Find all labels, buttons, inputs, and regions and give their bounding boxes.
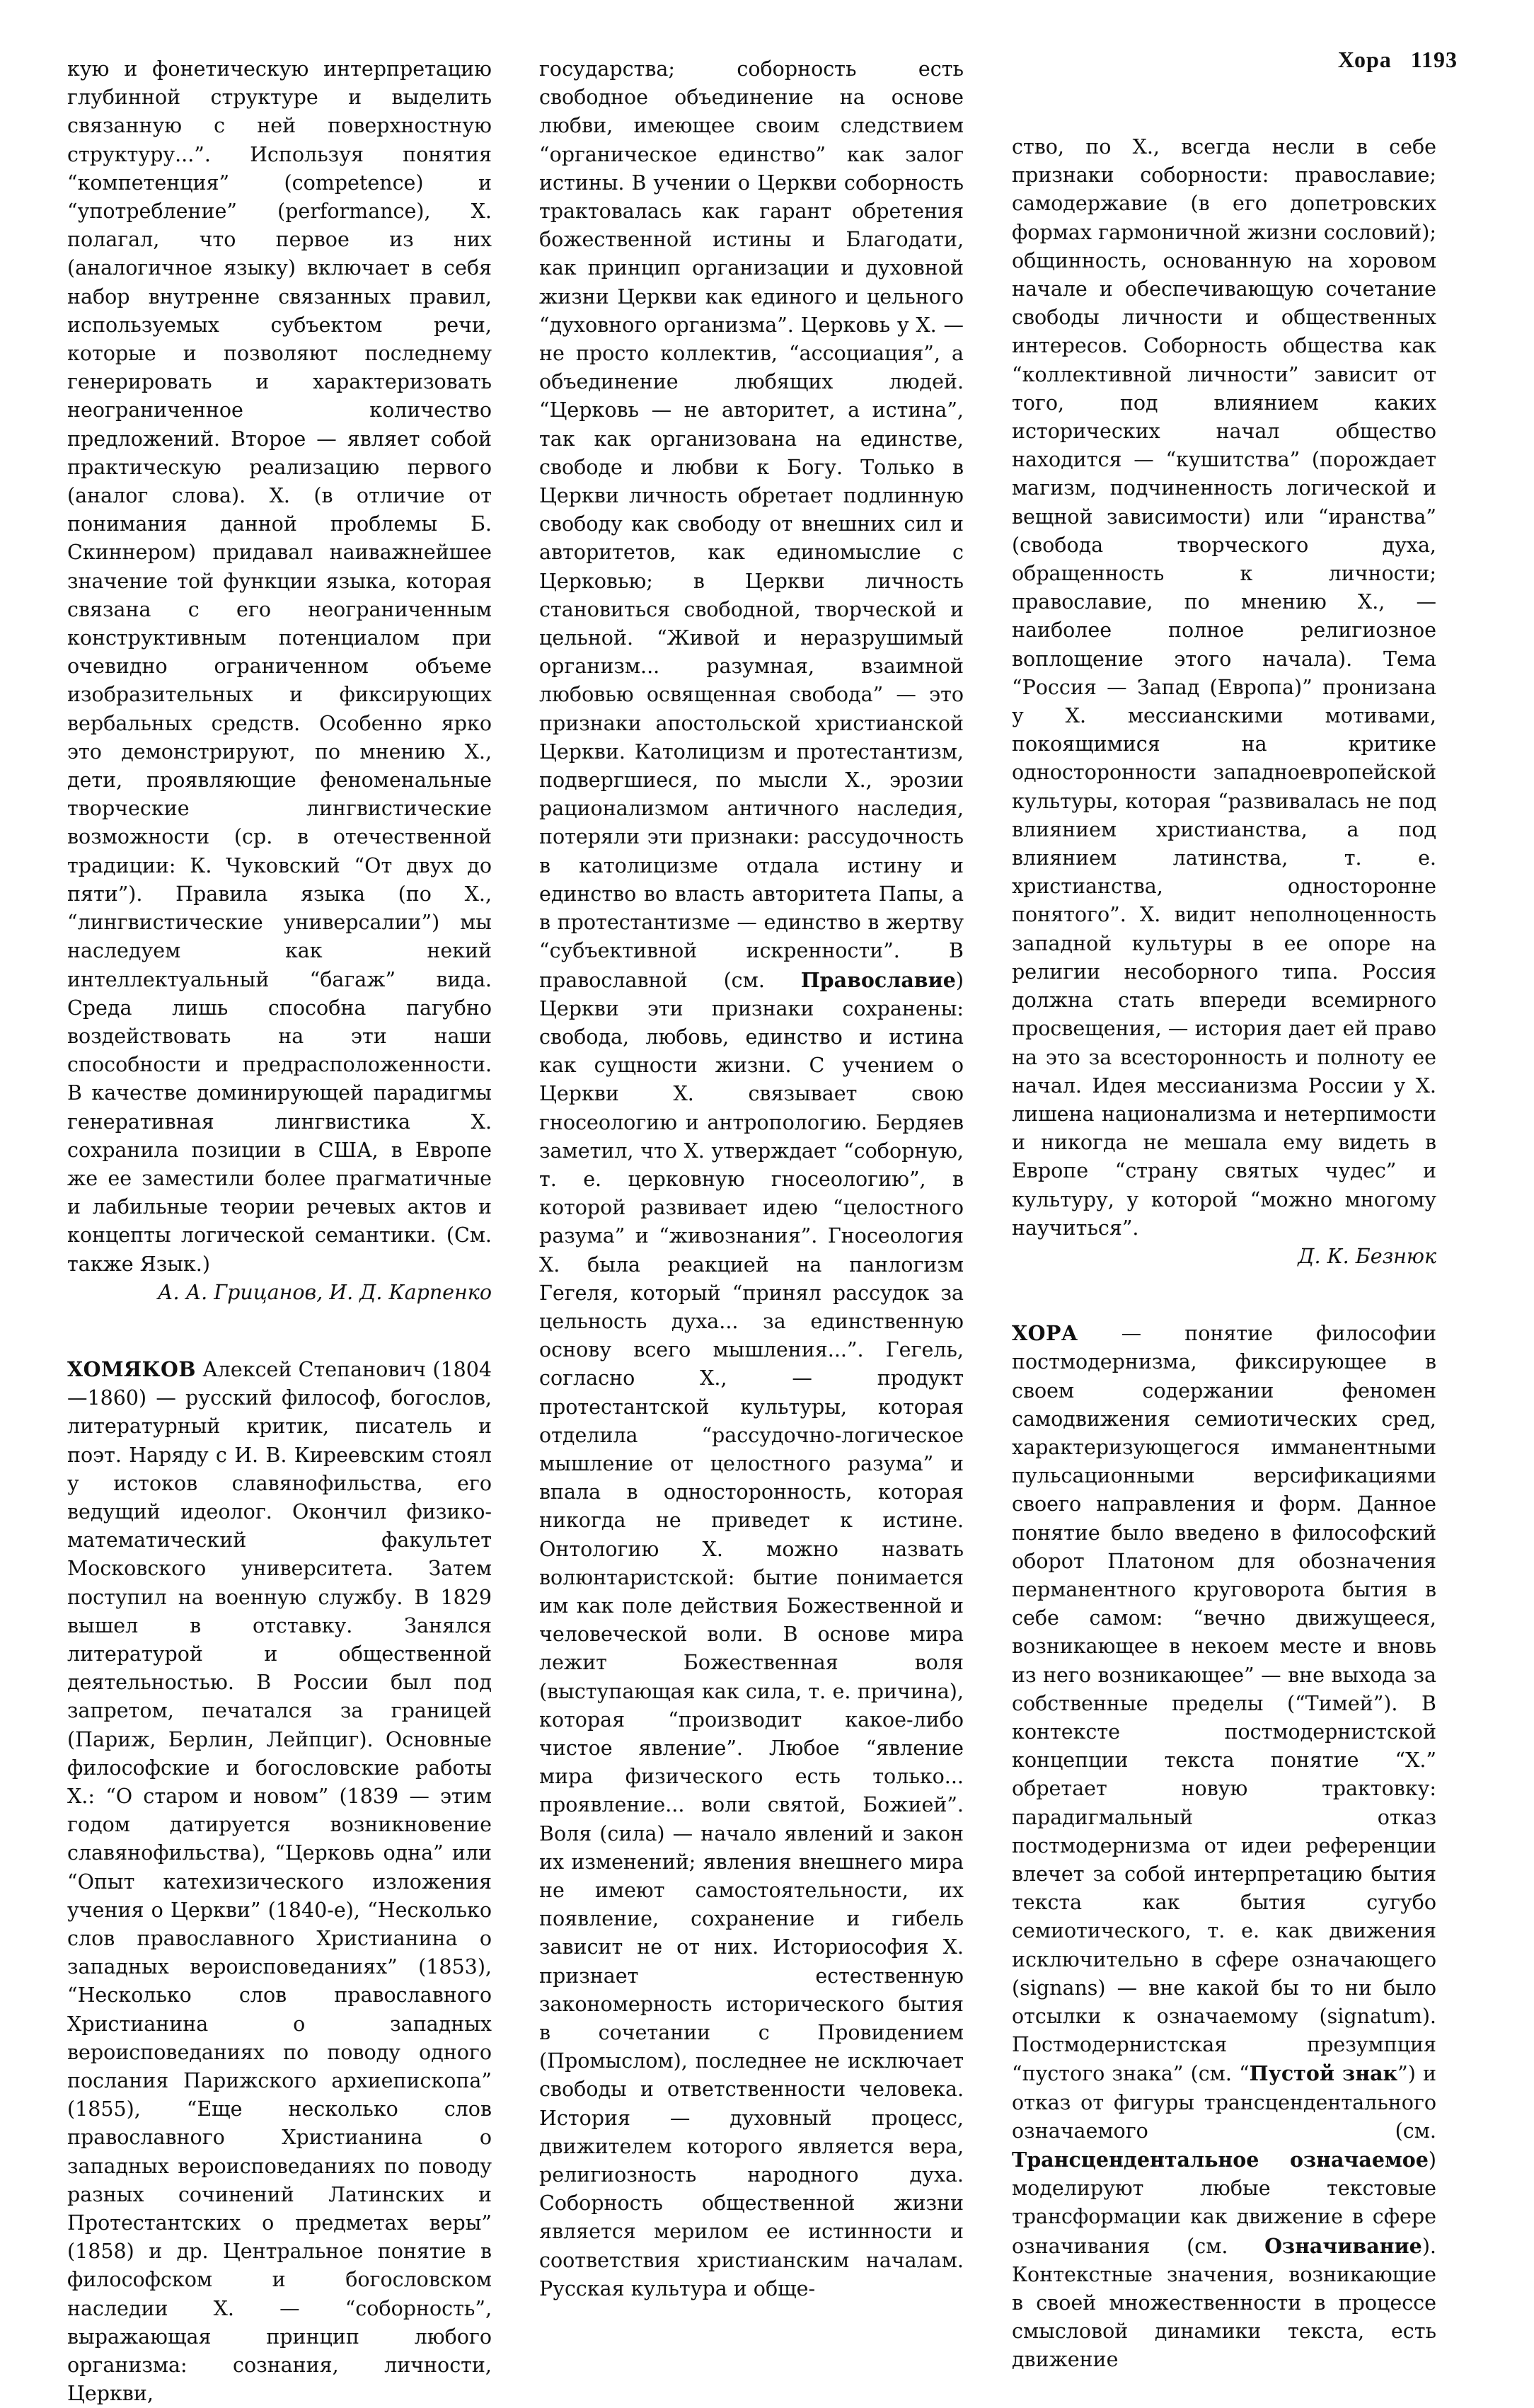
column-3 [1012, 133, 1436, 2375]
entry-continuation-chomsky: кую и фонетическую интерпретацию глубинной структуре и выделить связанную с ней поверхностную структуру...”. Используя понятия “компетенция” (competence) и “употребление” (performance), X. полагал, что первое из них (аналогичное языку) включает в себя набор внутренне связанных правил, используемых субъектом речи, которые и позволяют последнему генерировать и характеризовать неограниченное количество предложений. Второе — являет собой практическую реализацию первого (аналог слова). X. (в отличие от понимания данной проблемы Б. Скиннером) придавал наиважнейшее значение той функции языка, которая связана с его неограниченным конструктивным потенциалом при очевидно ограниченном объеме изобразительных и фиксирующих вербальных средств. Особенно ярко это демонстрируют, по мнению X., дети, проявляющие феноменальные творческие лингвистические возможности (ср. в отечественной традиции: К. Чуковский “От двух до пяти”). Правила языка (по X., “лингвистические универсалии”) мы наследуем как некий интеллектуальный “багаж” вида. Среда лишь способна пагубно воздействовать на эти наши способности и предрасположенности. В качестве доминирующей парадигмы генеративная лингвистика X. сохранила позиции в США, в Европе же ее заместили более прагматичные и лабильные теории речевых актов и концепты логической семантики. (См. также Язык.) [67, 57, 492, 1276]
entry-body: ”) и отказ от фигуры трансцендентального означаемого (см. [1012, 2062, 1436, 2143]
entry-body: — понятие философии постмодернизма, фиксирующее в своем содержании феномен самодвижения семиотических сред, характеризующегося имманентными пульсационными версификациями своего направления и форм. Данное понятие было введено в философский оборот Платоном для обозначения перманентного круговорота бытия в себе самом: “вечно движущееся, возникающее в некоем месте и вновь из него возникающее” — вне выхода за собственные пределы (“Тимей”). В контексте постмодернистской концепции текста понятие “X.” обретает новую трактовку: парадигмальный отказ постмодернизма от идеи референции влечет за собой интерпретацию бытия текста как бытия сугубо семиотического, т. е. как движения исключительно в сфере означающего (signans) — вне какой бы то ни было отсылки к означаемому (signatum). Постмодернистская презумпция “пустого знака” (см. “ [1012, 1322, 1436, 2086]
entry-khomyakov [67, 1355, 492, 2408]
column-1 [67, 55, 492, 2408]
entry-khora [1012, 1319, 1436, 2375]
running-head-title: Хора [1337, 47, 1392, 72]
entry-khomyakov-continuation [539, 55, 964, 2303]
cross-reference-link[interactable]: Пустой знак [1249, 2061, 1398, 2086]
cross-reference-link[interactable]: Трансцендентальное означаемое [1012, 2148, 1429, 2172]
body-text: государства; соборность есть свободное объединение на основе любви, имеющее своим следствием “органическое единство” как залог истины. В учении о Церкви соборность трактовалась как гарант обретения божественной истины и Благодати, как принцип организации и духовной жизни Церкви как единого и цельного “духовного организма”. Церковь у X. — не просто коллектив, “ассоциация”, а объединение любящих людей. “Церковь — не авторитет, а истина”, так как организована на единстве, свободе и любви к Богу. Только в Церкви личность обретает подлинную свободу как свободу от внешних сил и авторитетов, как единомыслие с Церковью; в Церкви личность становиться свободной, творческой и цельной. “Живой и неразрушимый организм... разумная, взаимной любовью освященная свобода” — это признаки апостольской христианской Церкви. Католицизм и протестантизм, подвергшиеся, по мысли X., эрозии рационализмом античного наследия, потеряли эти признаки: рассудочность в католицизме отдала истину и единство во власть авторитета Папы, а в протестантизме — единство в жертву “субъективной искренности”. В православной (см. [539, 57, 964, 992]
column-2 [539, 55, 964, 2303]
entry-separator [67, 1307, 492, 1355]
entry-title: ХОМЯКОВ [67, 1356, 196, 1381]
running-head [1338, 47, 1458, 73]
entry-body: Алексей Степанович (1804—1860) — русский философ, богослов, литературный критик, писатель и поэт. Наряду с И. В. Киреевским стоял у истоков славянофильства, его ведущий идеолог. Окончил физико-математический факультет Московского университета. Затем поступил на военную службу. В 1829 вышел в отставку. Занялся литературой и общественной деятельностью. В России был под запретом, печатался за границей (Париж, Берлин, Лейпциг). Основные философские и богословские работы X.: “О старом и новом” (1839 — этим годом датируется возникновение славянофильства), “Церковь одна” или “Опыт катехизического изложения учения о Церкви” (1840-е), “Несколько слов православного Христианина о западных вероисповеданиях” (1853), “Несколько слов православного Христианина о западных вероисповеданиях по поводу одного послания Парижского архиепископа” (1855), “Еще несколько слов православного Христианина о западных вероисповеданиях по поводу разных сочинений Латинских и Протестантских о предметах веры” (1858) и др. Центральное понятие в философском и богословском наследии X. — “соборность”, выражающая принцип любого организма: сознания, личности, Церкви, [67, 1357, 492, 2406]
entry-body: ) моделируют любые текстовые трансформации как движение в сфере означивания (см. [1012, 2148, 1436, 2258]
entry-title: ХОРА [1012, 1321, 1078, 1346]
author-signature: А. А. Грицанов, И. Д. Карпенко [157, 1280, 492, 1304]
author-signature: Д. К. Безнюк [1298, 1244, 1436, 1268]
page-number: 1193 [1410, 47, 1458, 72]
entry-body: ). Контекстные значения, возникающие в своей множественности в процессе смысловой динамики текста, есть движение [1012, 2234, 1436, 2372]
cross-reference-link[interactable]: Православие [800, 967, 956, 992]
body-text: ) Церкви эти признаки сохранены: свобода, любовь, единство и истина как сущности жизни. С учением о Церкви X. связывает свою гносеологию и антропологию. Бердяев заметил, что X. утверждает “соборную, т. е. церковную гносеологию”, в которой развивает идею “целостного разума” и “живознания”. Гносеология X. была реакцией на панлогизм Гегеля, который “принял рассудок за цельность духа... за единственную основу всего мышления...”. Гегель, согласно X., — продукт протестантской культуры, которая отделила “рассудочно-логическое мышление от целостного разума” и впала в односторонность, которая никогда не приведет к истине. Онтологию X. можно назвать волюнтаристской: бытие понимается им как поле действия Божественной и человеческой воли. В основе мира лежит Божественная воля (выступающая как сила, т. е. причина), которая “производит какое-либо чистое явление”. Любое “явление мира физического есть только... проявление... воли святой, Божией”. Воля (сила) — начало явлений и закон их изменений; явления внешнего мира не имеют самостоятельности, их появление, сохранение и гибель зависит не от них. Историософия X. признает естественную закономерность исторического бытия в сочетании с Провидением (Промыслом), последнее не исключает свободы и ответственности человека. История — духовный процесс, движителем которого является вера, религиозность народного духа. Соборность общественной жизни является мерилом ее истинности и соответствия христианским началам. Русская культура и обще- [539, 968, 964, 2300]
cross-reference-link[interactable]: Означивание [1264, 2233, 1422, 2258]
entry-khomyakov-end: ство, по X., всегда несли в себе признаки соборности: православие; самодержавие (в его допетровских формах гармоничной жизни сословий); общинность, основанную на хоровом начале и обеспечивающую сочетание свободы личности и общественных интересов. Соборность общества как “коллективной личности” зависит от того, под влиянием каких исторических начал общество находится — “кушитства” (порождает магизм, подчиненность логической и вещной зависимости) или “иранства” (свобода творческого духа, обращенность к личности; православие, по мнению X., — наиболее полное религиозное воплощение этого начала). Тема “Россия — Запад (Европа)” пронизана у X. мессианскими мотивами, покоящимися на критике односторонности западноевропейской культуры, которая “развивалась не под влиянием христианства, а под влиянием латинства, т. е. христианства, односторонне понятого”. X. видит неполноценность западной культуры в ее опоре на религии несоборного типа. Россия должна стать впереди всемирного просвещения, — история дает ей право на это за всесторонность и полноту ее начал. Идея мессианизма России у X. лишена национализма и нетерпимости и никогда не мешала ему видеть в Европе “страну святых чудес” и культуру, у которой “можно многому научиться”. [1012, 135, 1436, 1240]
entry-separator [1012, 1271, 1436, 1319]
